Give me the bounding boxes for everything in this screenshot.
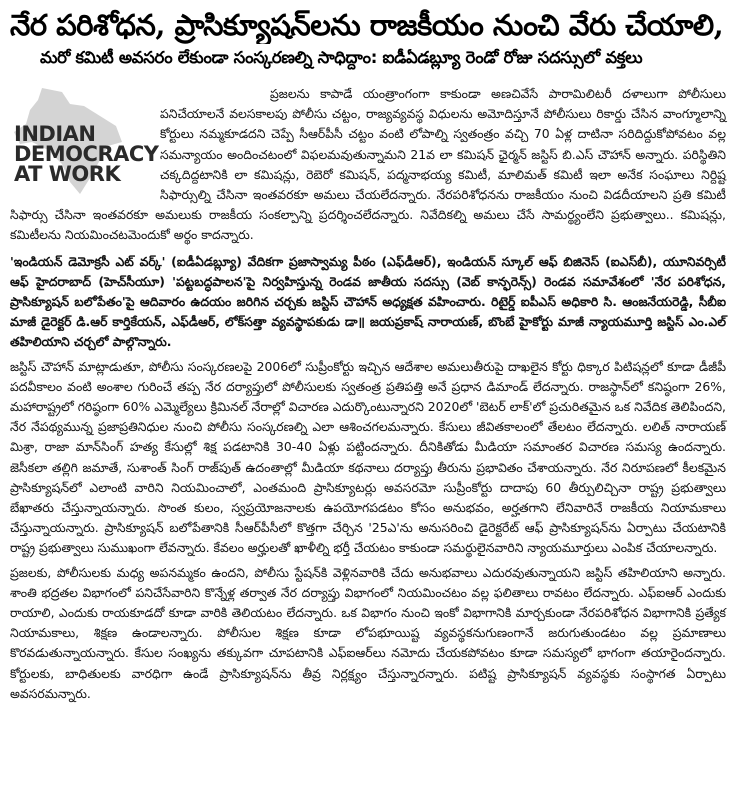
headline: నేర పరిశోధన, ప్రాసిక్యూషన్‌లను రాజకీయం నుంచి వేరు చేయాలి, [10, 8, 724, 42]
paragraph-3: జస్టిస్ చౌహాన్ మాట్లాడుతూ, పోలీసు సంస్కరణలపై 2006లో సుప్రీంకోర్టు ఇచ్చిన ఆదేశాల అమలుతీరుపై దాఖలైన కోర్టు ధిక్కార పిటిషన్లలో కూడా డీజీపీ పదవీకాలం వంటి అంశాల గురించే తప్ప నేర దర్యాప్తులో పోలీసులకు స్వతంత్ర ప్రతిపత్తి అనే ప్రధాన డిమాండ్ లేదన్నారు. రాజస్థాన్‌లో కనిష్ఠంగా 26%, మహారాష్ట్రలో గరిష్ఠంగా 60% ఎమ్మెల్యేలు క్రిమినల్ నేరాల్లో విచారణ ఎదుర్కొంటున్నారని 2020లో 'బెటర్ లాక్'లో ప్రచురితమైన ఒక నివేదిక తెలిపిందని, నేర నేపథ్యమున్న ప్రజాప్రతినిధుల నుంచి పోలీసు సంస్కరణల్ని ఎలా ఆశించగలమన్నారు. కేసులు జీవితకాలంలో తేలటం లేదన్నారు. లలిత్ నారాయణ్ మిశ్రా, రాజా మాన్‌సింగ్ హత్య కేసుల్లో శిక్ష పడటానికి 30-40 ఏళ్లు పట్టిందన్నారు. దీనికితోడు మీడియా సమాంతర విచారణ సమస్య ఉందన్నారు. జెసీకలా తల్లిగి జమాతే, సుశాంత్ సింగ్ రాజ్‌పుత్ ఉదంతాల్లో మీడియా కథనాలు దర్యాప్తు తీరును ప్రభావితం చేశాయన్నారు. నేర నిరూపణలో కీలకమైన ప్రాసిక్యూషన్‌లో ఎలాంటి వారిని నియమించాలో, ఎంతమంది ప్రాసిక్యూటర్లు అవసరమో సుప్రీంకోర్టు దాదాపు 60 తీర్పులిచ్చినా రాష్ట్ర ప్రభుత్వాలు బేఖాతరు చేస్తున్నాయన్నారు. సొంత కులం, స్వప్రయోజనాలకు ఉపయోగపడటం కోసం అనుభవం, అర్హతగాని లేనివారినే రాజకీయ నియామకాలు చేస్తున్నాయన్నారు. ప్రాసిక్యూషన్ బలోపేతానికి సీఆర్‌పీసీలో కొత్తగా చేర్చిన '25ఎ'ను అనుసరించి డైరెక్టరేట్ ఆఫ్ ప్రాసిక్యూషన్‌ను ఏర్పాటు చేయటానికి రాష్ట్ర ప్రభుత్వాలు సుముఖంగా లేవన్నారు. కేవలం అర్హులతో ఖాళీల్ని భర్తీ చేయటం కాకుండా సమర్థులైనవారిని న్యాయమూర్తులు ఎంపిక చేయాలన్నారు. [10, 358, 726, 556]
idaw-logo [4, 86, 159, 198]
article-body [10, 84, 726, 704]
logo-line-3: AT WORK [14, 162, 121, 186]
paragraph-1: ప్రజలను కాపాడే యంత్రాంగంగా కాకుండా అణచివేసే పారామిలిటరీ దళాలుగా పోలీసులు పనిచేయాలనే వలసకాలపు పోలీసు చట్టం, రాజ్యవ్యవస్థ విధులను అమోదిస్తూనే పోలీసులు రికార్డు చేసిన వాంగ్మూలాన్ని కోర్టులు నమ్మకూడదని చెప్పే సీఆర్‌పీసీ చట్టం వంటి లోపాల్ని స్వతంత్రం వచ్చి 70 ఏళ్ల దాటినా సరిదిద్దుకోపోవటం వల్ల సమన్యాయం అందించటంలో విఫలమవుతున్నామని 21వ లా కమిషన్ ఛైర్మన్ జస్టిస్ బి.ఎస్ చౌహాన్ అన్నారు. పరిస్థితిని చక్కదిద్దటానికి లా కమిషన్లు, రెబెరో కమిషన్, పద్మనాభయ్య కమిటీ, మాలిమత్ కమిటీ ఇలా అనేక సంఘాలు నిర్దిష్ట సిఫార్సుల్ని చేసినా ఇంతవరకూ అమలు చేయలేదన్నారు. నేరపరిశోధనను రాజకీయం నుంచి విడదీయాలని ప్రతి కమిటీ సిఫార్సు చేసినా ఇంతవరకూ అమలుకు రాజకీయ సంకల్పాన్ని ప్రదర్శించలేదన్నారు. నివేదికల్ని అమలు చేసే సామర్థ్యంలేని ప్రభుత్వాలు.. కమిషన్లు, కమిటీలను నియమించటమెందుకో అర్థం కాదన్నారు. [10, 86, 726, 243]
logo-line-2: DEMOCRACY [14, 142, 159, 166]
paragraph-4: ప్రజలకు, పోలీసులకు మధ్య అపనమ్మకం ఉందని, పోలీసు స్టేషన్‌కి వెళ్లినవారికి చేదు అనుభవాలు ఎదురవుతున్నాయని జస్టిస్ తహిలియాని అన్నారు. శాంతి భద్రతల విభాగంలో పనిచేసేవారిని కొన్నేళ్ల తర్వాత నేర దర్యాప్తు విభాగంలో నియమించటం వల్ల ఫలితాలు రావటం లేదన్నారు. ఎఫ్ఐఆర్ ఎందుకు రాయాలి, ఎందుకు రాయకూడదో కూడా వారికి తెలియటం లేదన్నారు. ఒక విభాగం నుంచి ఇంకో విభాగానికి మార్చకుండా నేరపరిశోధన విభాగానికి ప్రత్యేక నియామకాలు, శిక్షణ ఉండాలన్నారు. పోలీసుల శిక్షణ కూడా లోపభూయిష్ట వ్యవస్థకనుగుణంగానే జరుగుతుండటం వల్ల ప్రమాణాలు కొరవడుతున్నాయన్నారు. కేసుల సంఖ్యను తక్కువగా చూపటానికి ఎఫ్ఐఆర్‌లు నమోదు చేయకపోవటం కూడా సమస్యలో భాగంగా తయారైందన్నారు. కోర్టులకు, బాధితులకు వారధిగా ఉండే ప్రాసిక్యూషన్‌ను తీవ్ర నిర్లక్ష్యం చేస్తున్నారన్నారు. పటిష్ట ప్రాసిక్యూషన్ వ్యవస్థకు సంస్థాగత ఏర్పాటు అవసరమన్నారు. [10, 564, 726, 701]
paragraph-2: 'ఇండియన్ డెమోక్రసీ ఎట్ వర్క్' (ఐడీఏడబ్ల్యూ) వేదికగా ప్రజాస్వామ్య పీఠం (ఎఫ్‌డీఆర్), ఇండియన్ స్కూల్ ఆఫ్ బిజినెస్ (ఐఎస్‌బీ), యూనివర్సిటీ ఆఫ్ హైదరాబాద్ (హెచ్‌సీయూ) 'పట్టబద్ధపాలన'పై నిర్వహిస్తున్న రెండవ జాతీయ సదస్సు (వెబ్ కాన్ఫరెన్స్) రెండవ సమావేశంలో 'నేర పరిశోధన, ప్రాసిక్యూషన్ బలోపేతం'పై ఆదివారం ఉదయం జరిగిన చర్చకు జస్టిస్ చౌహాన్ అధ్యక్షత వహించారు. రిటైర్డ్ ఐపీఎస్ అధికారి సి. ఆంజనేయరెడ్డి, సీబీఐ మాజీ డైరెక్టర్ డి.ఆర్ కార్తికేయన్, ఎఫ్‌డీఆర్, లోక్‌సత్తా వ్యవస్థాపకుడు డా॥ జయప్రకాష్ నారాయణ్, బొంబే హైకోర్టు మాజీ న్యాయమూర్తి జస్టిస్ ఎం.ఎల్ తహిలియాని చర్చలో పాల్గొన్నారు. [10, 253, 726, 350]
logo-line-1: INDIAN [14, 122, 96, 146]
subheadline: మరో కమిటీ అవసరం లేకుండా సంస్కరణల్ని సాధిద్దాం: ఐడీఏడబ్ల్యూ రెండో రోజు సదస్సులో వక్తలు [40, 48, 643, 67]
